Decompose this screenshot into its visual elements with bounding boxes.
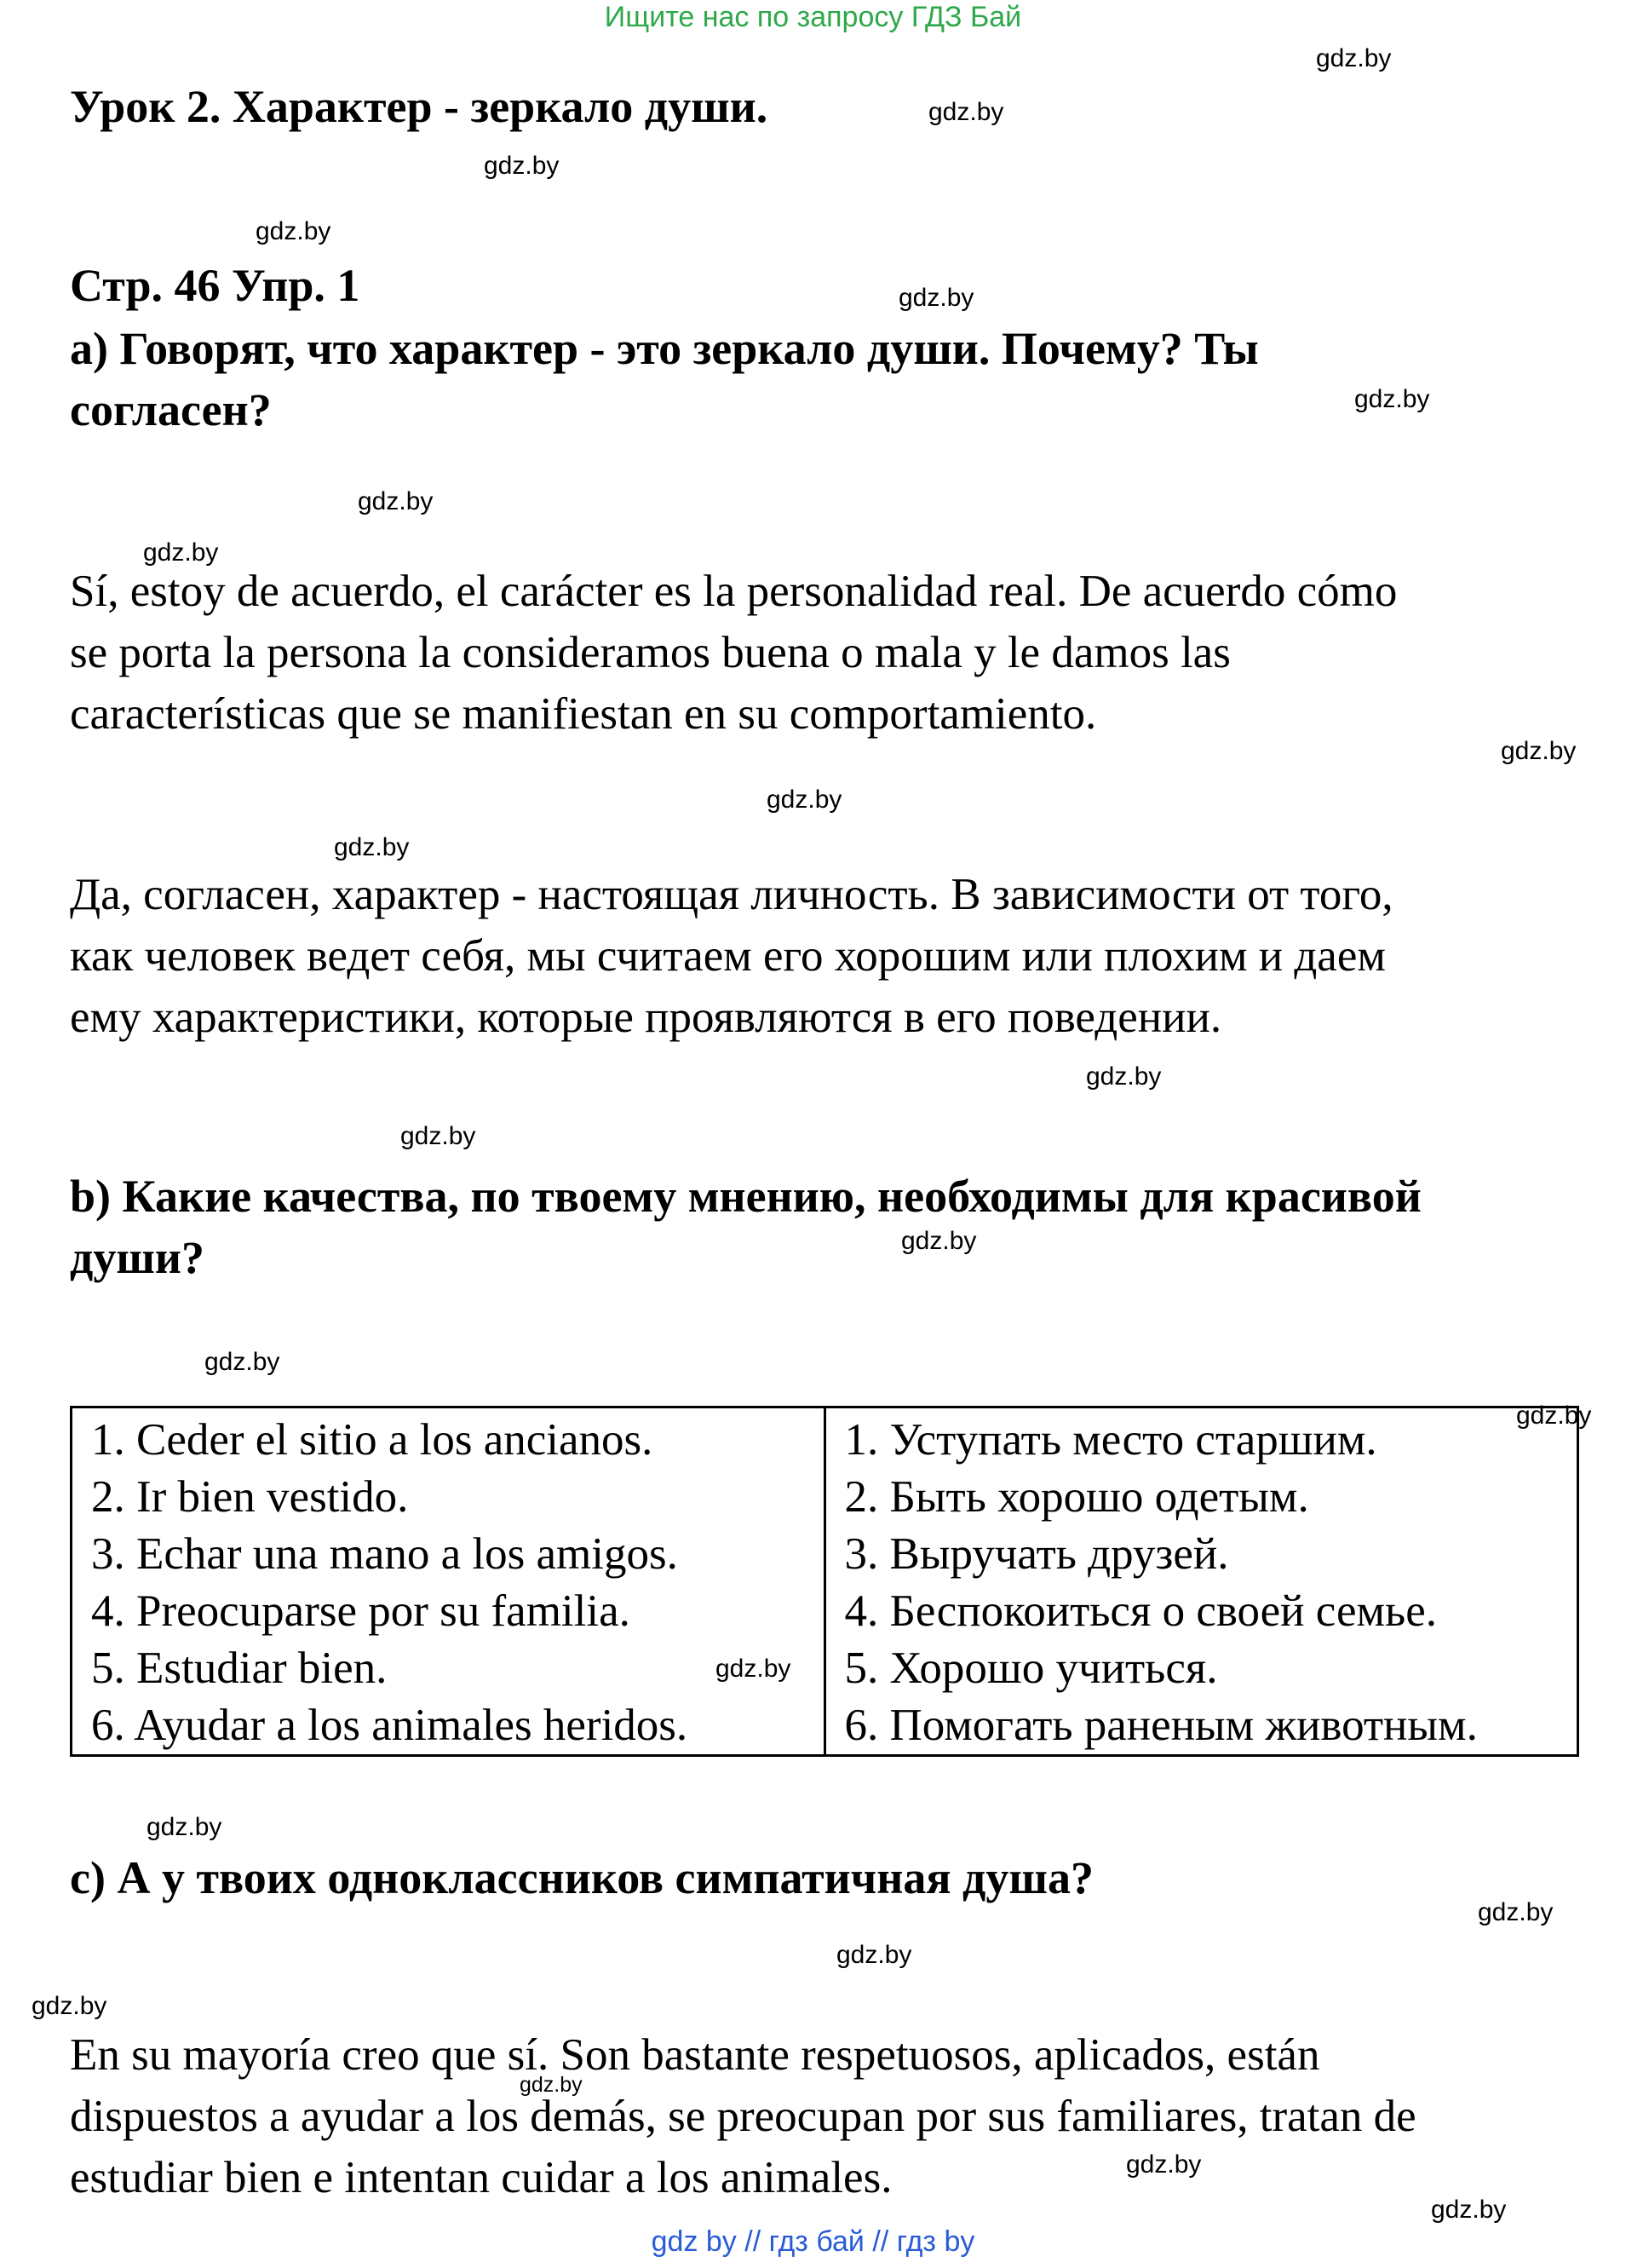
watermark: gdz.by: [147, 1813, 222, 1841]
table-cell: 6. Ayudar a los animales heridos.: [91, 1701, 688, 1750]
watermark: gdz.by: [358, 487, 434, 515]
watermark: gdz.by: [715, 1655, 791, 1683]
watermark: gdz.by: [520, 2073, 583, 2097]
watermark: gdz.by: [1086, 1062, 1162, 1091]
exercise-reference: Стр. 46 Упр. 1: [70, 260, 360, 311]
answer-c-spanish-line: En su mayoría creo que sí. Son bastante respetuosos, aplicados, están: [70, 2030, 1320, 2080]
footer-links: gdz by // гдз бай // гдз by: [651, 2225, 975, 2258]
answer-c-spanish: [70, 2024, 1569, 2208]
answer-a-spanish: [70, 561, 1569, 745]
question-a-line: а) Говорят, что характер - это зеркало души. Почему? Ты: [70, 323, 1259, 374]
table-cell: 1. Уступать место старшим.: [844, 1415, 1377, 1465]
table-cell: 3. Выручать друзей.: [844, 1529, 1229, 1579]
table-cell: 6. Помогать раненым животным.: [844, 1701, 1478, 1750]
watermark: gdz.by: [901, 1227, 977, 1255]
answer-a-russian-line: как человек ведет себя, мы считаем его хорошим или плохим и даем: [70, 931, 1386, 981]
watermark: gdz.by: [899, 284, 974, 312]
answer-a-russian-line: Да, согласен, характер - настоящая личность. В зависимости от того,: [70, 870, 1393, 919]
watermark: gdz.by: [1516, 1402, 1592, 1430]
table-cell: 5. Хорошо учиться.: [844, 1643, 1218, 1693]
russian-column: [824, 1407, 1578, 1756]
watermark: gdz.by: [1478, 1898, 1554, 1926]
watermark: gdz.by: [1431, 2196, 1507, 2224]
table-cell: 4. Беспокоиться о своей семье.: [844, 1586, 1437, 1636]
answer-a-spanish-line: se porta la persona la consideramos buena o mala y le damos las: [70, 628, 1231, 677]
watermark: gdz.by: [32, 1992, 107, 2020]
question-c: с) А у твоих одноклассников симпатичная душа?: [70, 1852, 1094, 1903]
watermark: gdz.by: [256, 217, 331, 245]
question-b-line: души?: [70, 1232, 205, 1283]
question-b: [70, 1166, 1422, 1288]
watermark: gdz.by: [204, 1348, 280, 1376]
question-a: [70, 318, 1259, 440]
answer-a-russian-line: ему характеристики, которые проявляются в его поведении.: [70, 993, 1222, 1042]
answer-a-spanish-line: características que se manifiestan en su comportamiento.: [70, 689, 1097, 739]
answer-a-russian: [70, 864, 1569, 1048]
table-cell: 3. Echar una mano a los amigos.: [91, 1529, 678, 1579]
lesson-title: Урок 2. Характер - зеркало души.: [70, 81, 768, 132]
watermark: gdz.by: [836, 1941, 912, 1969]
qualities-table: [70, 1406, 1579, 1757]
question-a-line: согласен?: [70, 384, 272, 435]
watermark: gdz.by: [1316, 44, 1392, 72]
watermark: gdz.by: [484, 152, 560, 180]
watermark: gdz.by: [767, 786, 842, 814]
table-cell: 2. Быть хорошо одетым.: [844, 1472, 1309, 1522]
table-cell: 1. Ceder el sitio a los ancianos.: [91, 1415, 653, 1465]
question-b-line: b) Какие качества, по твоему мнению, необходимы для красивой: [70, 1171, 1422, 1222]
watermark: gdz.by: [143, 538, 219, 567]
spanish-column: [72, 1407, 825, 1756]
watermark: gdz.by: [334, 833, 410, 861]
watermark: gdz.by: [1354, 385, 1430, 413]
table-cell: 2. Ir bien vestido.: [91, 1472, 409, 1522]
answer-c-spanish-line: dispuestos a ayudar a los demás, se preocupan por sus familiares, tratan de: [70, 2092, 1416, 2141]
watermark: gdz.by: [400, 1122, 476, 1150]
watermark: gdz.by: [1126, 2150, 1202, 2179]
table-cell: 5. Estudiar bien.: [91, 1643, 388, 1693]
watermark: gdz.by: [928, 98, 1004, 126]
answer-c-spanish-line: estudiar bien e intentan cuidar a los animales.: [70, 2153, 893, 2202]
table-cell: 4. Preocuparse por su familia.: [91, 1586, 630, 1636]
top-banner: Ищите нас по запросу ГДЗ Бай: [604, 1, 1022, 33]
watermark: gdz.by: [1501, 737, 1577, 765]
answer-a-spanish-line: Sí, estoy de acuerdo, el carácter es la personalidad real. De acuerdo cómo: [70, 567, 1398, 616]
